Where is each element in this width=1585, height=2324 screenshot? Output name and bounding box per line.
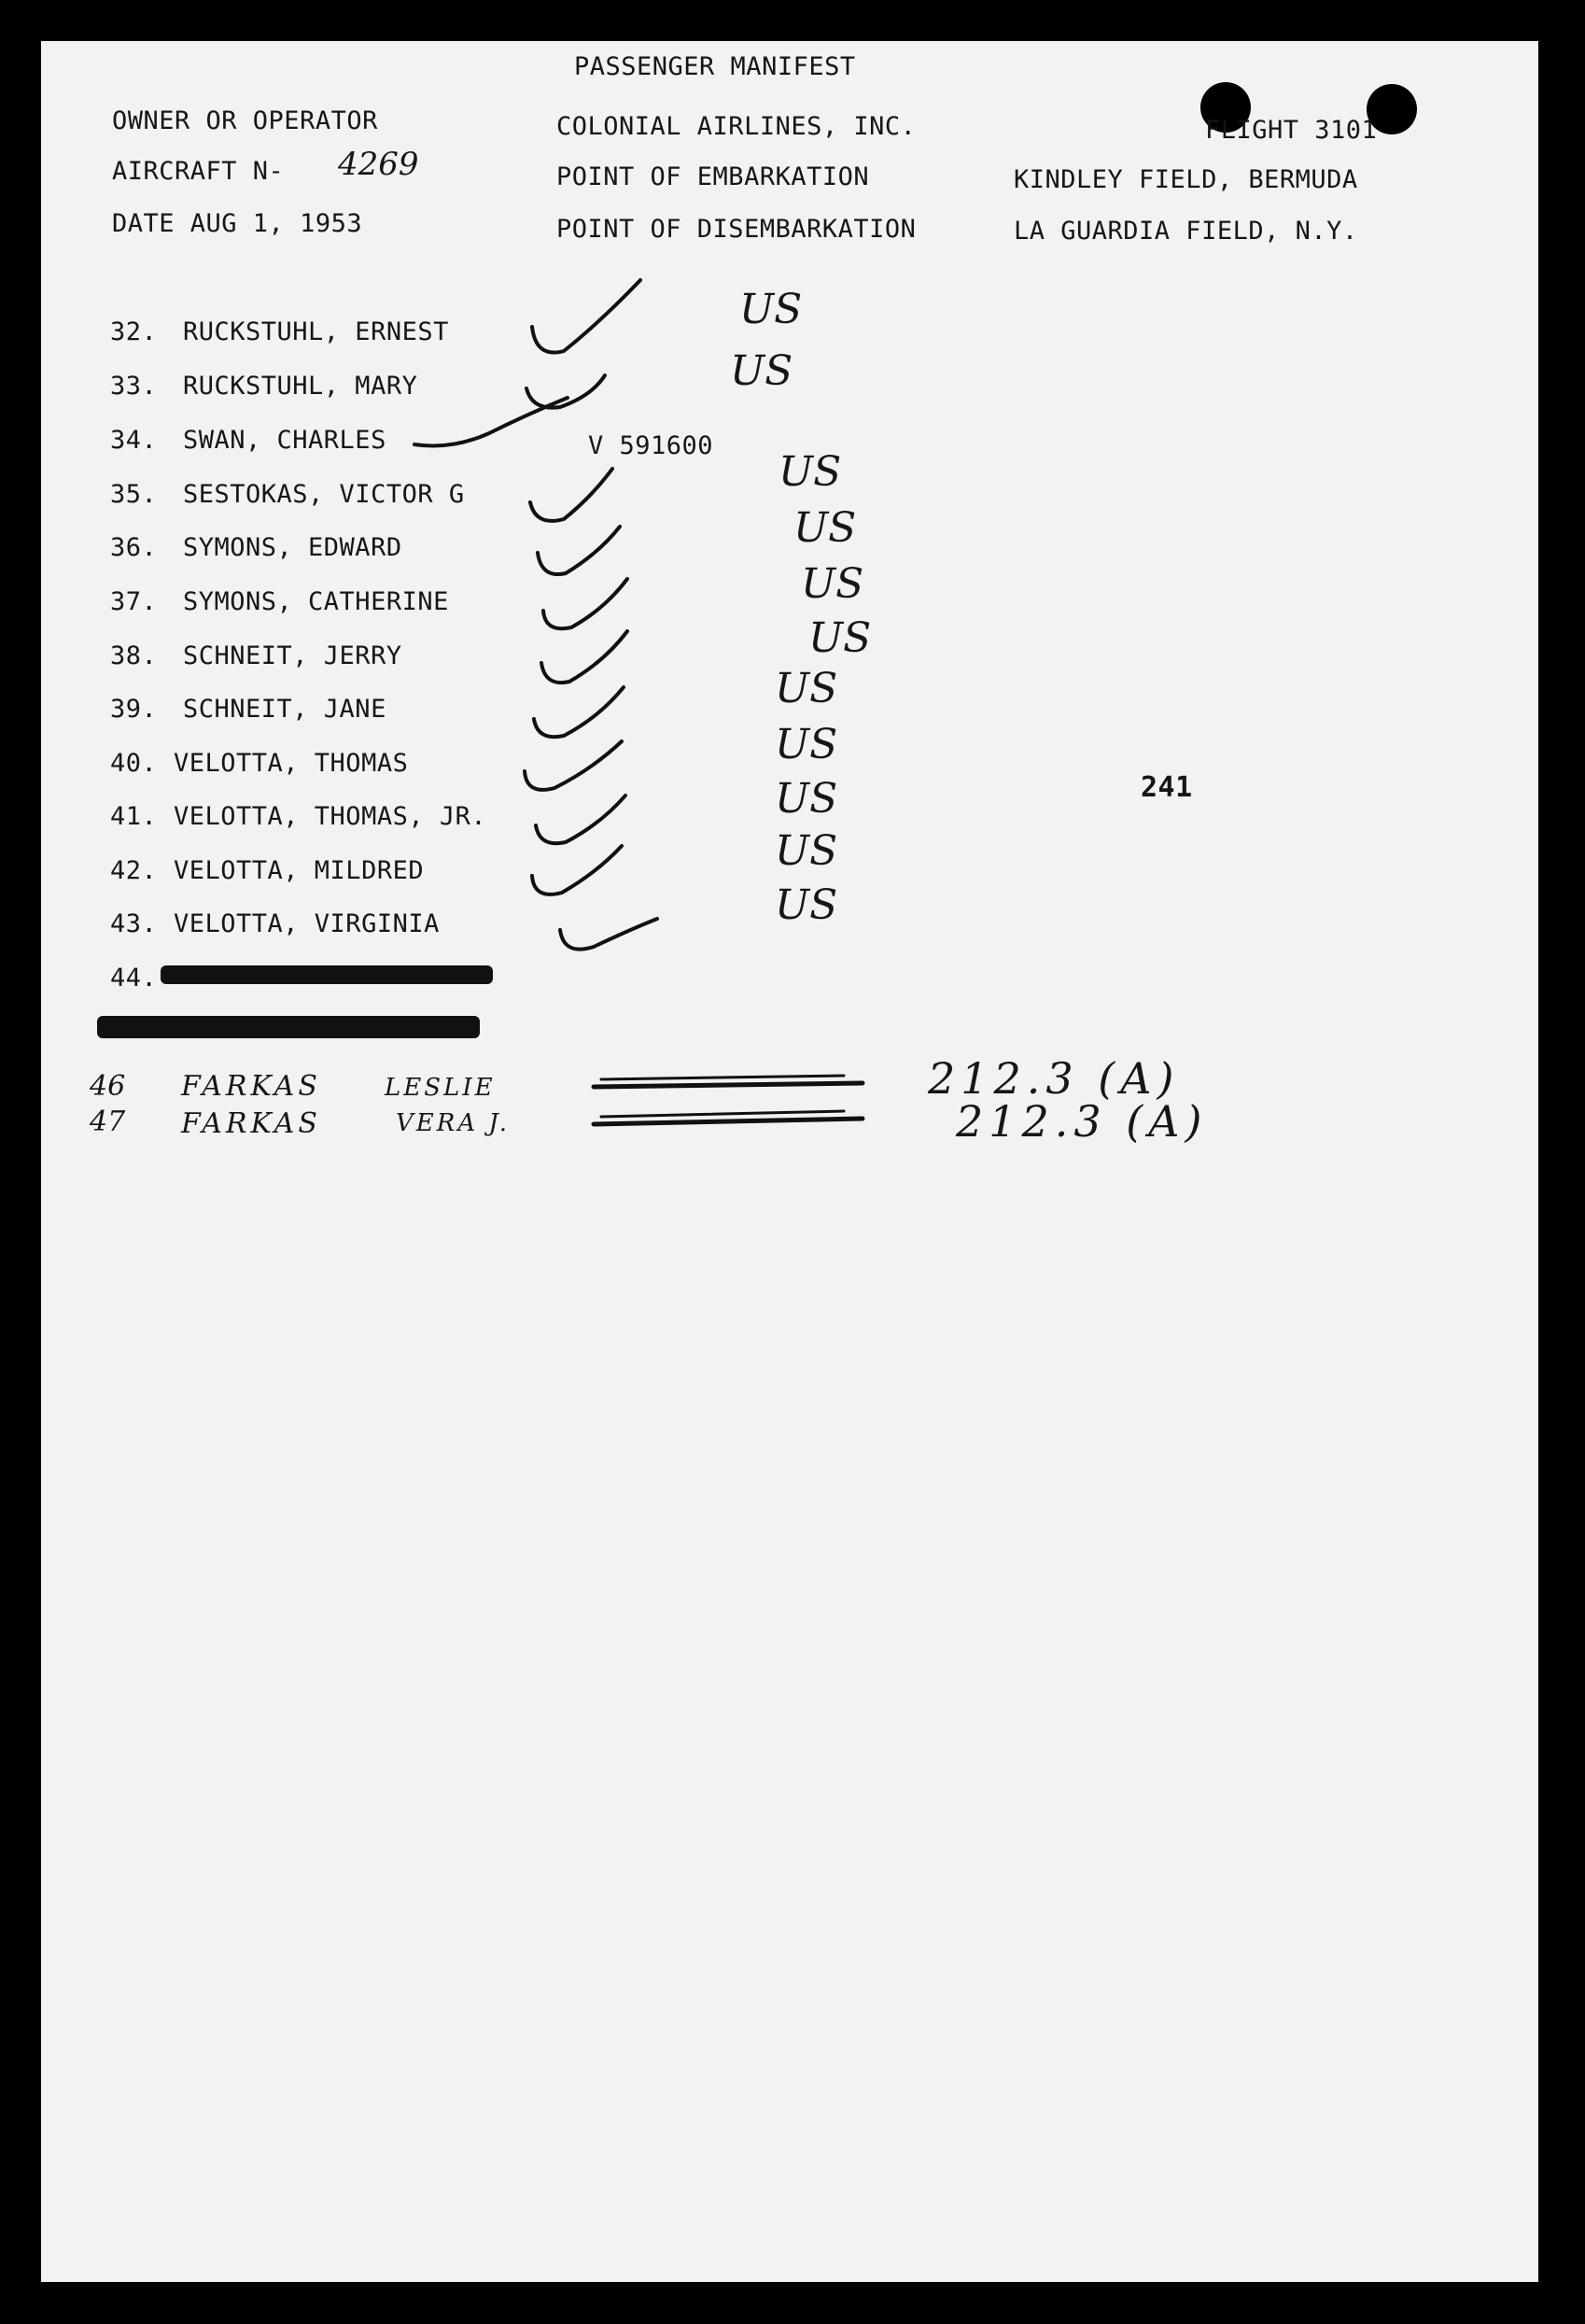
page-number: 241: [1141, 771, 1193, 804]
nationality-mark: US: [730, 347, 793, 395]
check-mark: [530, 469, 612, 521]
passenger-name: RUCKSTUHL, MARY: [183, 372, 418, 401]
handwritten-surname: FARKAS: [181, 1070, 321, 1103]
manifest-date: DATE AUG 1, 1953: [112, 209, 363, 238]
strike-line: [601, 1076, 844, 1079]
nationality-mark: US: [739, 286, 803, 333]
handwritten-given-name: VERA J.: [396, 1109, 511, 1137]
passenger-number: 37.: [110, 587, 158, 616]
handwritten-code: 212.3 (A): [956, 1096, 1208, 1147]
embarkation-label: POINT OF EMBARKATION: [556, 162, 870, 191]
nationality-mark: US: [778, 448, 842, 496]
passenger-name: SCHNEIT, JERRY: [183, 641, 402, 670]
embarkation-value: KINDLEY FIELD, BERMUDA: [1014, 165, 1358, 194]
check-mark: [543, 579, 627, 628]
check-mark: [541, 631, 627, 683]
passenger-name: SWAN, CHARLES: [183, 426, 386, 455]
nationality-mark: US: [775, 721, 838, 768]
owner-value: COLONIAL AIRLINES, INC.: [556, 112, 917, 141]
disembarkation-value: LA GUARDIA FIELD, N.Y.: [1014, 217, 1358, 246]
passenger-number: 40.: [110, 749, 158, 778]
passenger-name: SCHNEIT, JANE: [183, 695, 386, 724]
passenger-number: 35.: [110, 480, 158, 509]
passenger-number: 34.: [110, 426, 158, 455]
nationality-mark: US: [801, 560, 864, 608]
passenger-number: 43.: [110, 909, 158, 938]
manifest-title: PASSENGER MANIFEST: [574, 52, 856, 81]
passenger-name: RUCKSTUHL, ERNEST: [183, 317, 449, 346]
pen-marks: [41, 41, 1538, 2282]
passenger-name: SYMONS, EDWARD: [183, 533, 402, 562]
handwritten-given-name: LESLIE: [385, 1074, 496, 1102]
passenger-number: 42.: [110, 856, 158, 885]
handwritten-surname: FARKAS: [181, 1107, 321, 1140]
owner-label: OWNER OR OPERATOR: [112, 106, 378, 135]
check-mark: [534, 687, 624, 737]
visa-number: V 591600: [588, 431, 714, 460]
check-mark: [560, 919, 657, 950]
check-mark: [525, 741, 622, 790]
check-mark: [538, 527, 620, 574]
passenger-name: VELOTTA, THOMAS: [174, 749, 409, 778]
flight-number: FLIGHT 3101: [1205, 116, 1378, 145]
passenger-number: 36.: [110, 533, 158, 562]
nationality-mark: US: [775, 775, 838, 823]
passenger-name: VELOTTA, MILDRED: [174, 856, 425, 885]
strike-line: [594, 1083, 863, 1087]
passenger-number: 33.: [110, 372, 158, 401]
check-mark: [532, 846, 622, 894]
passenger-name: SESTOKAS, VICTOR G: [183, 480, 465, 509]
disembarkation-label: POINT OF DISEMBARKATION: [556, 215, 917, 244]
passenger-name: VELOTTA, VIRGINIA: [174, 909, 440, 938]
nationality-mark: US: [775, 827, 838, 875]
passenger-name: SYMONS, CATHERINE: [183, 587, 449, 616]
check-mark: [532, 280, 640, 353]
nationality-mark: US: [793, 504, 857, 552]
nationality-mark: US: [775, 881, 838, 929]
handwritten-number: 47: [90, 1106, 126, 1138]
manifest-page: [41, 41, 1538, 2282]
passenger-number: 41.: [110, 802, 158, 831]
passenger-number: 32.: [110, 317, 158, 346]
nationality-mark: US: [775, 665, 838, 712]
handwritten-number: 46: [90, 1070, 126, 1103]
nationality-mark: US: [808, 614, 872, 662]
passenger-number: 38.: [110, 641, 158, 670]
strike-line: [594, 1119, 863, 1124]
passenger-name: VELOTTA, THOMAS, JR.: [174, 802, 487, 831]
strike-line: [601, 1111, 844, 1117]
check-mark: [526, 375, 605, 408]
aircraft-number: 4269: [338, 146, 419, 183]
aircraft-label: AIRCRAFT N-: [112, 157, 285, 186]
struck-entry-number: 44.: [110, 964, 158, 993]
check-mark: [536, 796, 625, 843]
handwritten-code: 212.3 (A): [928, 1053, 1180, 1104]
passenger-number: 39.: [110, 695, 158, 724]
